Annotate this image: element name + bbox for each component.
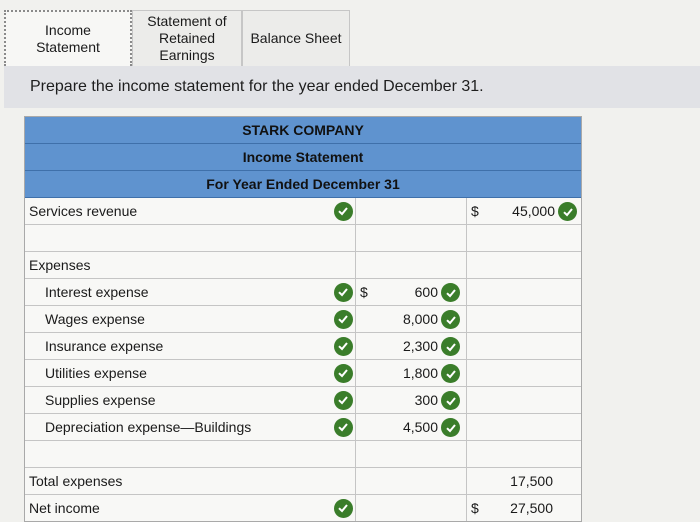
blank-input[interactable] (355, 468, 467, 494)
check-circle-icon (334, 202, 353, 221)
expense-label-input[interactable]: Wages expense (45, 311, 145, 327)
expense-label-input[interactable]: Interest expense (45, 284, 149, 300)
statement-title: Income Statement (25, 144, 581, 171)
expense-amount: 4,500 (402, 419, 438, 435)
check-circle-icon (334, 283, 353, 302)
statement-tabs (4, 10, 350, 66)
expense-row (25, 387, 581, 414)
tab-balance-sheet[interactable] (242, 10, 350, 66)
revenue-amount-cell[interactable] (467, 198, 583, 224)
revenue-col2-input[interactable] (355, 198, 467, 224)
expenses-heading[interactable]: Expenses (29, 257, 91, 273)
total-expenses-row (25, 468, 581, 495)
expenses-heading-row (25, 252, 581, 279)
tab-label: Balance Sheet (250, 30, 342, 46)
check-circle-icon (334, 391, 353, 410)
blank-row (25, 441, 581, 468)
currency-symbol: $ (360, 284, 368, 300)
statement-period: For Year Ended December 31 (25, 171, 581, 198)
expense-row (25, 360, 581, 387)
expense-amount-cell[interactable] (355, 414, 467, 440)
revenue-row (25, 198, 581, 225)
expense-amount: 300 (414, 392, 438, 408)
check-circle-icon (441, 418, 460, 437)
expense-amount-cell[interactable] (355, 279, 467, 305)
check-circle-icon (334, 337, 353, 356)
check-circle-icon (441, 283, 460, 302)
total-expenses-amount: 17,500 (510, 473, 553, 489)
expense-amount: 8,000 (402, 311, 438, 327)
blank-input[interactable] (467, 414, 583, 440)
expense-row (25, 279, 581, 306)
blank-input[interactable] (355, 252, 467, 278)
currency-symbol: $ (471, 203, 479, 219)
check-circle-icon (334, 499, 353, 518)
blank-input[interactable] (467, 360, 583, 386)
expense-amount-cell[interactable] (355, 387, 467, 413)
blank-input[interactable] (355, 441, 467, 467)
net-income-amount: 27,500 (510, 500, 553, 516)
blank-input[interactable] (355, 225, 467, 251)
expense-label-input[interactable]: Utilities expense (45, 365, 147, 381)
expense-amount-cell[interactable] (355, 360, 467, 386)
expense-amount-cell[interactable] (355, 333, 467, 359)
revenue-label-input[interactable]: Services revenue (29, 203, 138, 219)
expense-row (25, 306, 581, 333)
total-expenses-cell[interactable] (467, 468, 583, 494)
net-income-label[interactable]: Net income (29, 500, 100, 516)
expense-amount: 2,300 (402, 338, 438, 354)
expense-amount: 600 (414, 284, 438, 300)
net-income-cell[interactable] (467, 495, 583, 521)
expense-row (25, 333, 581, 360)
expense-label-input[interactable]: Depreciation expense—Buildings (45, 419, 252, 435)
tab-label: Statement of Retained Earnings (147, 13, 227, 63)
blank-input[interactable] (467, 252, 583, 278)
check-circle-icon (334, 310, 353, 329)
check-circle-icon (334, 364, 353, 383)
blank-input[interactable] (467, 306, 583, 332)
expense-amount: 1,800 (402, 365, 438, 381)
blank-input[interactable] (25, 225, 331, 251)
revenue-amount: 45,000 (512, 203, 555, 219)
check-circle-icon (558, 202, 577, 221)
company-name: STARK COMPANY (25, 117, 581, 144)
check-circle-icon (441, 364, 460, 383)
blank-input[interactable] (25, 441, 331, 467)
expense-label-input[interactable]: Insurance expense (45, 338, 164, 354)
net-income-row (25, 495, 581, 521)
instruction-bar (4, 66, 700, 108)
total-expenses-label[interactable]: Total expenses (29, 473, 123, 489)
blank-input[interactable] (467, 441, 583, 467)
currency-symbol: $ (471, 500, 479, 516)
blank-input[interactable] (467, 279, 583, 305)
income-statement-worksheet (24, 116, 582, 522)
tab-retained-earnings[interactable] (132, 10, 242, 66)
instruction-text: Prepare the income statement for the year ended December 31. (30, 78, 484, 95)
blank-input[interactable] (467, 387, 583, 413)
expense-row (25, 414, 581, 441)
tab-label: Income Statement (36, 22, 100, 55)
blank-row (25, 225, 581, 252)
blank-input[interactable] (355, 495, 467, 521)
expense-label-input[interactable]: Supplies expense (45, 392, 156, 408)
tab-income-statement[interactable] (4, 10, 132, 66)
check-circle-icon (441, 310, 460, 329)
check-circle-icon (334, 418, 353, 437)
check-circle-icon (441, 391, 460, 410)
blank-input[interactable] (467, 333, 583, 359)
blank-input[interactable] (467, 225, 583, 251)
expense-amount-cell[interactable] (355, 306, 467, 332)
check-circle-icon (441, 337, 460, 356)
